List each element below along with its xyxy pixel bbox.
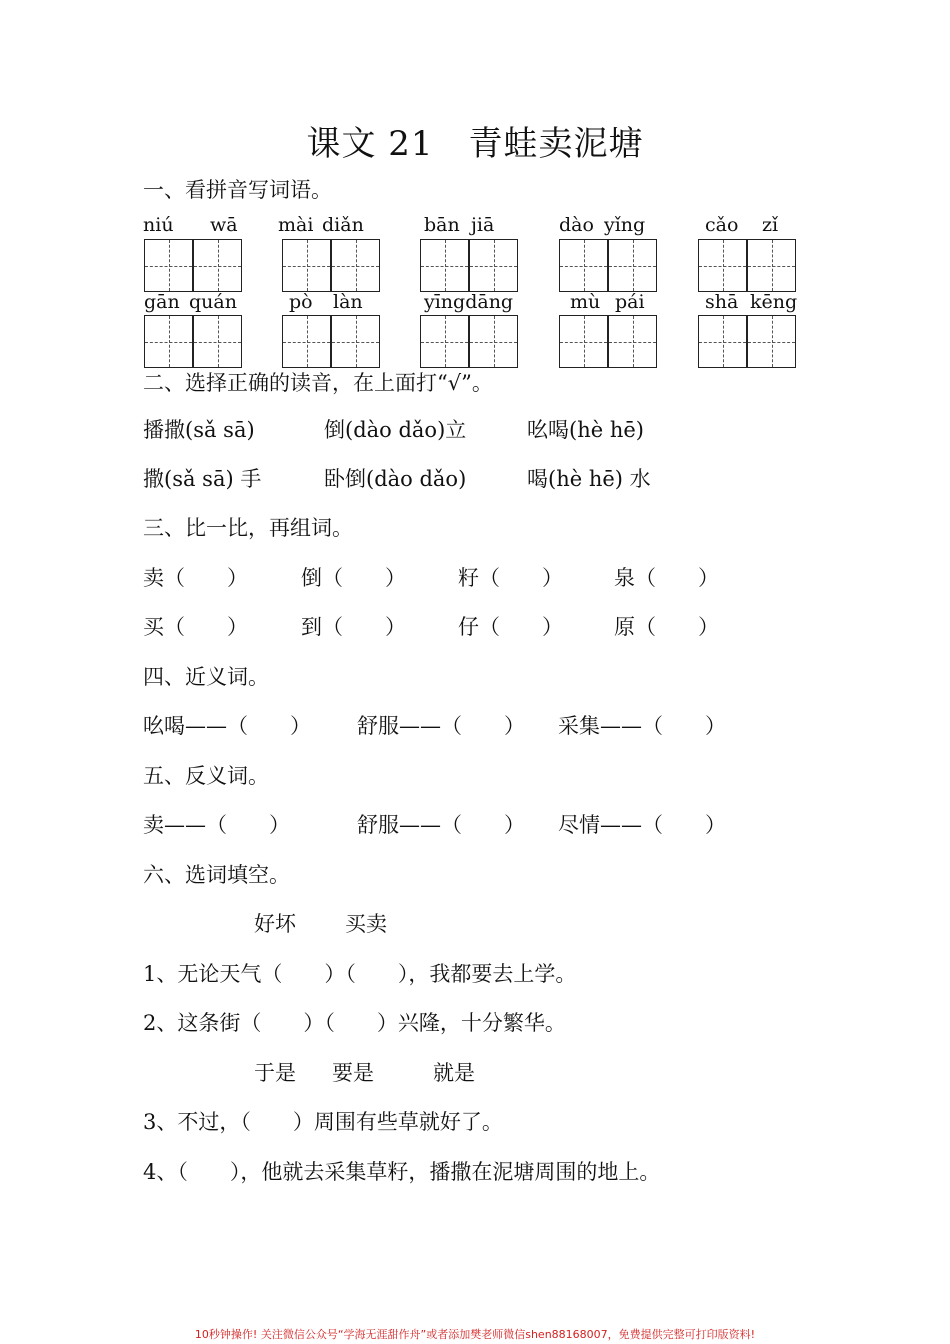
pinyin-sha: shā [705,291,739,313]
word-option: 于是 [254,1061,296,1085]
pinyin-ying: yǐng [604,214,646,236]
synonym-item: 吆喝——（ ） [143,714,311,738]
section3-heading: 三、比一比，再组词。 [143,516,353,540]
writing-box [282,315,331,368]
pinyin-niu: niú [143,214,174,236]
pinyin-quan: quán [189,291,237,313]
pinyin-yingdang: yīngdāng [424,291,514,313]
fill-question-4: 4、（ ），他就去采集草籽，播撒在泥塘周围的地上。 [143,1160,661,1184]
writing-box [747,239,796,292]
fill-question-2: 2、这条街（ ）（ ）兴隆，十分繁华。 [143,1011,566,1035]
pinyin-keng: kēng [750,291,798,313]
writing-box [420,239,469,292]
word-option: 就是 [433,1061,475,1085]
compare-item: 仔（ ） [458,615,563,639]
pinyin-jia: jiā [471,214,495,236]
fill-question-1: 1、无论天气（ ）（ ），我都要去上学。 [143,962,577,986]
reading-choice: 喝(hè hē) 水 [527,467,651,491]
synonym-item: 舒服——（ ） [357,714,525,738]
antonym-item: 卖——（ ） [143,813,290,837]
word-option: 买卖 [345,912,387,936]
writing-box [698,239,747,292]
pinyin-po: pò [289,291,313,313]
writing-box [608,315,657,368]
synonym-item: 采集——（ ） [558,714,726,738]
word-option: 要是 [332,1061,374,1085]
compare-item: 泉（ ） [614,566,719,590]
writing-box [420,315,469,368]
fill-question-3: 3、不过，（ ）周围有些草就好了。 [143,1110,503,1134]
reading-choice: 卧倒(dào dǎo) [324,467,467,491]
pinyin-cao: cǎo [705,214,739,236]
compare-item: 卖（ ） [143,566,248,590]
section1-heading: 一、看拼音写词语。 [143,178,332,202]
pinyin-lan: làn [333,291,363,313]
section2-heading: 二、选择正确的读音，在上面打“√”。 [143,371,493,395]
section5-heading: 五、反义词。 [143,764,269,788]
writing-box [747,315,796,368]
writing-box [193,239,242,292]
writing-box [331,315,380,368]
writing-box [698,315,747,368]
compare-item: 买（ ） [143,615,248,639]
section6-heading: 六、选词填空。 [143,863,290,887]
section4-heading: 四、近义词。 [143,665,269,689]
pinyin-wa: wā [210,214,238,236]
reading-choice: 吆喝(hè hē) [527,418,644,442]
compare-item: 原（ ） [614,615,719,639]
pinyin-ban: bān [424,214,460,236]
writing-box [559,315,608,368]
reading-choice: 撒(sǎ sā) 手 [143,467,262,491]
pinyin-pai: pái [615,291,645,313]
word-option: 好坏 [254,912,296,936]
reading-choice: 倒(dào dǎo)立 [324,418,467,442]
writing-box [469,239,518,292]
writing-box [469,315,518,368]
compare-item: 到（ ） [301,615,406,639]
pinyin-gan: gān [144,291,180,313]
pinyin-dian: diǎn [322,214,364,236]
reading-choice: 播撒(sǎ sā) [143,418,255,442]
page-title: 课文 21 青蛙卖泥塘 [306,124,644,164]
writing-box [331,239,380,292]
pinyin-dao: dào [559,214,594,236]
footer-note: 10秒钟操作! 关注微信公众号“学海无涯甜作舟”或者添加樊老师微信shen88168007，免费提供完整可打印版资料! [194,1328,756,1341]
pinyin-mu: mù [570,291,601,313]
antonym-item: 舒服——（ ） [357,813,525,837]
compare-item: 籽（ ） [458,566,563,590]
pinyin-mai: mài [278,214,314,236]
writing-box [282,239,331,292]
pinyin-zi: zǐ [762,214,779,236]
writing-box [193,315,242,368]
writing-box [559,239,608,292]
writing-box [608,239,657,292]
writing-box [144,239,193,292]
writing-box [144,315,193,368]
antonym-item: 尽情——（ ） [558,813,726,837]
compare-item: 倒（ ） [301,566,406,590]
